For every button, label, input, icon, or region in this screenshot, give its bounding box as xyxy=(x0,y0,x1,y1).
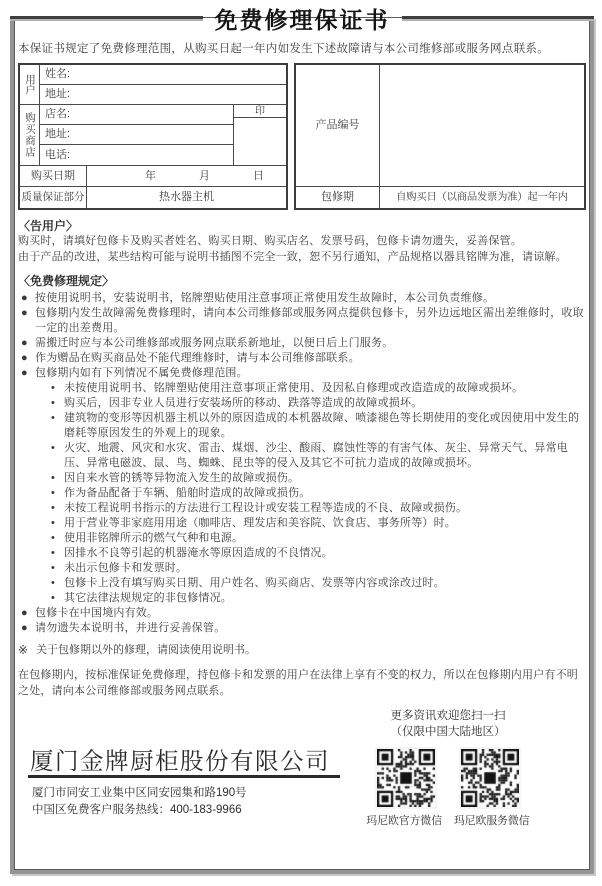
qr-heading-line2: （仅限中国大陆地区） xyxy=(390,726,506,738)
qr-label-service: 玛尼欧服务微信 xyxy=(454,815,530,827)
bullet-icon: ● xyxy=(21,352,28,364)
dot-icon: • xyxy=(51,472,56,484)
rule-text: 因自来水管的锈等异物流入发生的故障或损伤。 xyxy=(64,472,300,484)
document-title-bar xyxy=(10,3,594,33)
rule-subitem xyxy=(18,561,586,576)
month-label: 月 xyxy=(199,169,210,182)
product-info-table xyxy=(294,63,586,210)
rule-subitem xyxy=(18,411,586,441)
rule-text: 包修期内发生故障需免费修理时，请向本公司维修部或服务网点提供包修卡，另外边远地区需出差维修时，收取一定的出差费用。 xyxy=(35,307,584,334)
rule-text: 未出示包修卡和发票时。 xyxy=(64,562,188,574)
footer xyxy=(22,690,584,870)
shop-address-field[interactable]: 地址: xyxy=(40,125,234,145)
rule-text: 按使用说明书，安装说明书，铭牌塑贴使用注意事项正常使用发生故障时，本公司负责维修。 xyxy=(35,292,495,304)
user-name-field[interactable]: 姓名: xyxy=(40,65,286,85)
bullet-icon: ● xyxy=(21,367,28,379)
rule-text: 请勿遗失本说明书，并进行妥善保管。 xyxy=(35,622,226,634)
bullet-icon: ● xyxy=(21,307,28,319)
title-rule-right xyxy=(402,16,595,21)
rule-subitem xyxy=(18,591,586,606)
dot-icon: • xyxy=(51,412,56,424)
notice-line: 由于产品的改进，某些结构可能与说明书插图不完全一致，恕不另行通知，产品规格以器具铭牌为准，请谅解。 xyxy=(18,250,567,263)
dot-icon: • xyxy=(51,502,56,514)
title-rule-left xyxy=(10,16,203,21)
dot-icon: • xyxy=(51,562,56,574)
quality-part-value: 热水器主机 xyxy=(159,191,214,203)
rule-text: 包修卡在中国境内有效。 xyxy=(35,607,159,619)
rule-subitem xyxy=(18,441,586,471)
rule-text: 购买后，因非专业人员进行安装场所的移动、跌落等造成的故障或损坏。 xyxy=(64,397,423,409)
rule-item xyxy=(18,306,586,336)
rule-text: 火灾、地震、风灾和水灾、雷击、煤烟、沙尘、酸雨、腐蚀性等的有害气体、灰尘、异常天气、异常电压、异常电磁波、鼠、鸟、蜘蛛、昆虫等的侵入及其它不可抗力造成的故障或损坏。 xyxy=(64,442,568,469)
rule-text: 未按工程说明书指示的方法进行工程设计或安装工程等造成的不良、故障或损伤。 xyxy=(64,502,468,514)
rule-item xyxy=(18,621,586,636)
warranty-period-label: 包修期 xyxy=(296,187,380,208)
rule-text: 作为备品配备于车辆、船舶时造成的故障或损伤。 xyxy=(64,487,311,499)
rule-item xyxy=(18,351,586,366)
page-title: 免费修理保证书 xyxy=(214,6,390,33)
quality-part-label: 质量保证部分 xyxy=(20,187,87,208)
rules-list xyxy=(18,291,586,636)
service-hotline: 中国区免费客户服务热线：400-183-9966 xyxy=(32,803,242,816)
rule-text: 建筑物的变形等因机器主机以外的原因造成的本机器故障、喷漆褪色等长期使用的变化或因使用中发生的磨耗等原因发生的外观上的现象。 xyxy=(64,412,580,439)
rule-text: 使用非铭牌所示的燃气气种和电源。 xyxy=(64,532,244,544)
rule-text: 用于营业等非家庭用用途（咖啡店、理发店和美容院、饮食店、事务所等）时。 xyxy=(64,517,456,529)
qr-labels xyxy=(324,814,572,829)
rule-text: 需搬迁时应与本公司维修部或服务网点联系新地址，以便日后上门服务。 xyxy=(35,337,394,349)
year-label: 年 xyxy=(145,169,156,182)
product-no-field[interactable] xyxy=(380,65,584,187)
product-no-label: 产品编号 xyxy=(296,65,380,187)
qr-service-wechat xyxy=(459,747,521,809)
rule-item xyxy=(18,366,586,381)
reference-mark-icon: ※ xyxy=(18,643,29,657)
warranty-period-value: 自购买日（以商品发票为准）起一年内 xyxy=(396,192,568,203)
rule-item xyxy=(18,336,586,351)
rule-item xyxy=(18,606,586,621)
purchase-date-label: 购买日期 xyxy=(20,166,87,187)
rule-subitem xyxy=(18,531,586,546)
qr-label-official: 玛尼欧官方微信 xyxy=(366,815,442,827)
qr-code-image xyxy=(377,749,435,807)
bullet-icon: ● xyxy=(21,337,28,349)
dot-icon: • xyxy=(51,397,56,409)
rule-text: 因排水不良等引起的机器淹水等原因造成的不良情况。 xyxy=(64,547,333,559)
bullet-icon: ● xyxy=(21,607,28,619)
dot-icon: • xyxy=(51,592,56,604)
company-block xyxy=(28,748,340,818)
rule-subitem xyxy=(18,471,586,486)
rule-text: 包修期内如有下列情况不属免费修理范围。 xyxy=(35,367,248,379)
intro-text: 本保证书规定了免费修理范围，从购买日起一年内如发生下述故障请与本公司维修部或服务网点联系。 xyxy=(18,43,549,55)
dot-icon: • xyxy=(51,532,56,544)
bullet-icon: ● xyxy=(21,292,28,304)
rule-subitem xyxy=(18,381,586,396)
rule-subitem xyxy=(18,501,586,516)
rule-subitem xyxy=(18,516,586,531)
star-note-text: 关于包修期以外的修理，请阅读使用说明书。 xyxy=(36,644,256,656)
dot-icon: • xyxy=(51,547,56,559)
rule-item xyxy=(18,291,586,306)
shop-phone-field[interactable]: 电话: xyxy=(40,145,234,166)
purchaser-info-table xyxy=(18,63,288,210)
rule-text: 其它法律法规规定的非包修情况。 xyxy=(64,592,232,604)
rule-subitem xyxy=(18,546,586,561)
day-label: 日 xyxy=(253,169,264,182)
rule-text: 未按使用说明书、铭牌塑贴使用注意事项正常使用、及因私自修理或改造造成的故障或损坏。 xyxy=(64,382,524,394)
notice-line: 购买时，请填好包修卡及购买者姓名、购买日期、购买店名、发票号码，包修卡请勿遗失，妥善保管。 xyxy=(18,235,522,247)
rule-subitem xyxy=(18,486,586,501)
rule-subitem xyxy=(18,576,586,591)
company-address: 厦门市同安工业集中区同安园集和路190号 xyxy=(32,787,247,799)
shop-group-label: 购买商店 xyxy=(20,105,40,166)
rule-text: 作为赠品在购买商品处不能代理维修时，请与本公司维修部联系。 xyxy=(35,352,360,364)
company-name: 厦门金牌厨柜股份有限公司 xyxy=(28,754,340,778)
star-note xyxy=(18,643,586,658)
closing-paragraph: 在包修期内，按标准保证免费修理，持包修卡和发票的用户在法律上享有不变的权力，所以在包修期内用户有不明之处，请向本公司维修部或服务网点联系。 xyxy=(18,669,578,697)
rules-heading: 〈免费修理规定〉 xyxy=(18,274,115,288)
warranty-card-content xyxy=(18,20,586,870)
seal-label: 印 xyxy=(234,105,286,118)
dot-icon: • xyxy=(51,577,56,589)
user-group-label: 用户 xyxy=(20,65,40,105)
dot-icon: • xyxy=(51,487,56,499)
qr-official-wechat xyxy=(375,747,437,809)
warranty-form xyxy=(18,63,586,210)
notice-heading: 〈告用户〉 xyxy=(18,219,79,233)
dot-icon: • xyxy=(51,442,56,454)
rule-subitem xyxy=(18,396,586,411)
qr-codes xyxy=(324,747,572,809)
qr-code-image xyxy=(461,749,519,807)
dot-icon: • xyxy=(51,382,56,394)
qr-section xyxy=(324,708,572,829)
shop-name-field[interactable]: 店名: xyxy=(40,105,234,125)
purchase-date-field[interactable] xyxy=(87,166,286,187)
dot-icon: • xyxy=(51,517,56,529)
user-address-field[interactable]: 地址: xyxy=(40,85,286,105)
rule-text: 包修卡上没有填写购买日期、用户姓名、购买商店、发票等内容或涂改过时。 xyxy=(64,577,445,589)
qr-heading-line1: 更多资讯欢迎您扫一扫 xyxy=(390,710,506,722)
seal-stamp-box xyxy=(234,118,286,166)
bullet-icon: ● xyxy=(21,622,28,634)
